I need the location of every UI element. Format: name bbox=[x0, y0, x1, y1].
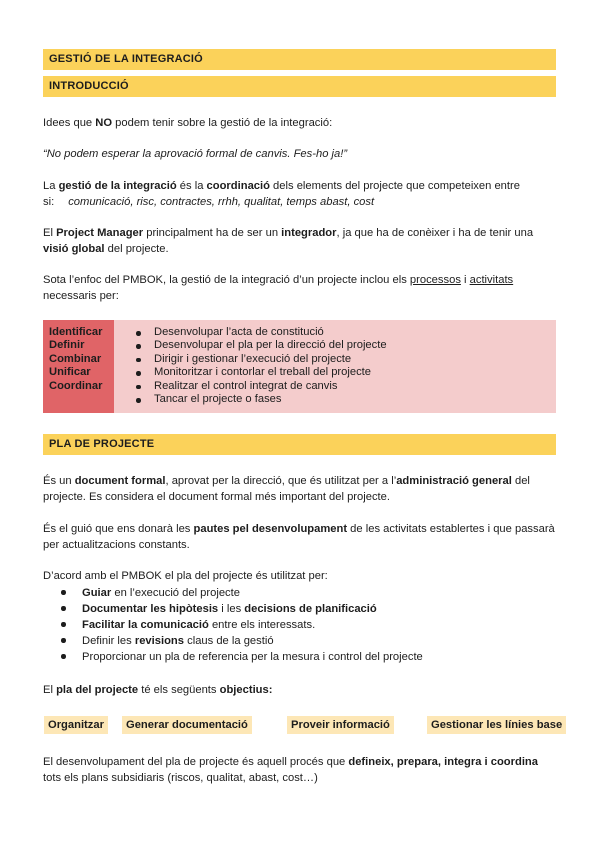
use-item: Documentar les hipòtesis i les decisions de planificació bbox=[58, 601, 423, 617]
use-item: Proporcionar un pla de referencia per la mesura i control del projecte bbox=[58, 649, 423, 665]
project-manager-paragraph: El Project Manager principalment ha de ser un integrador, ja que ha de conèixer i ha de tenir una visió global del projecte. bbox=[43, 227, 534, 255]
quote-paragraph: “No podem esperar la aprovació formal de canvis. Fes-ho ja!” bbox=[43, 148, 348, 160]
plan-objectives-intro: El pla del projecte té els següents objectius: bbox=[43, 684, 273, 696]
use-item: Definir les revisions claus de la gestió bbox=[58, 633, 423, 649]
plan-development-paragraph: El desenvolupament del pla de projecte és aquell procés que defineix, prepara, integra i coordina tots els plans subsidiaris (riscos, qualitat, abast, cost…) bbox=[43, 756, 538, 784]
process-item: Monitoritzar i contorlar el treball del projecte bbox=[133, 366, 556, 379]
processes-column bbox=[114, 320, 556, 413]
objective-chip: Proveir informació bbox=[287, 716, 394, 734]
objectives-row bbox=[0, 716, 600, 736]
verb-item: Definir bbox=[49, 339, 85, 352]
process-item: Dirigir i gestionar l’execució del projecte bbox=[133, 353, 556, 366]
process-item: Desenvolupar el pla per la direcció del projecte bbox=[133, 339, 556, 352]
use-item: Guiar en l’execució del projecte bbox=[58, 585, 423, 601]
verb-item: Coordinar bbox=[49, 379, 103, 392]
plan-uses-list bbox=[58, 585, 423, 665]
use-item: Facilitar la comunicació entre els interessats. bbox=[58, 617, 423, 633]
verb-item: Identificar bbox=[49, 326, 103, 338]
section-subtitle-banner: INTRODUCCIÓ bbox=[43, 76, 556, 97]
objective-chip: Organitzar bbox=[44, 716, 108, 734]
section-title-banner: GESTIÓ DE LA INTEGRACIÓ bbox=[43, 49, 556, 70]
process-item: Desenvolupar l’acta de constitució bbox=[133, 326, 556, 339]
section2-title-banner: PLA DE PROJECTE bbox=[43, 434, 556, 455]
process-item: Tancar el projecte o fases bbox=[133, 393, 556, 406]
verb-item: Unificar bbox=[49, 366, 91, 379]
activitats-link: activitats bbox=[469, 274, 514, 286]
pmbok-paragraph: Sota l’enfoc del PMBOK, la gestió de la integració d’un projecte inclou els processos i activitats necessaris per: bbox=[43, 274, 514, 302]
verbs-column bbox=[43, 320, 114, 413]
objective-chip: Generar documentació bbox=[122, 716, 252, 734]
integration-processes-table bbox=[43, 320, 556, 413]
integration-definition-paragraph: La gestió de la integració és la coordinació dels elements del projecte que competeixen entre si: comunicació, risc, contractes, rrhh, qualitat, temps abast, cost bbox=[43, 180, 520, 208]
verb-item: Combinar bbox=[49, 352, 102, 365]
plan-uses-intro: D’acord amb el PMBOK el pla del projecte és utilitzat per: bbox=[43, 570, 328, 582]
plan-definition-paragraph: És un document formal, aprovat per la direcció, que és utilitzat per a l’administració general del projecte. Es considera el document formal més important del projecte. bbox=[43, 475, 530, 503]
intro-ideas-paragraph: Idees que NO podem tenir sobre la gestió de la integració: bbox=[43, 117, 333, 129]
plan-guide-paragraph: És el guió que ens donarà les pautes pel desenvolupament de les activitats establertes i que passarà per actualitzacions constants. bbox=[43, 523, 555, 551]
process-item: Realitzar el control integrat de canvis bbox=[133, 380, 556, 393]
objective-chip: Gestionar les línies base bbox=[427, 716, 566, 734]
processos-link: processos bbox=[409, 274, 461, 286]
